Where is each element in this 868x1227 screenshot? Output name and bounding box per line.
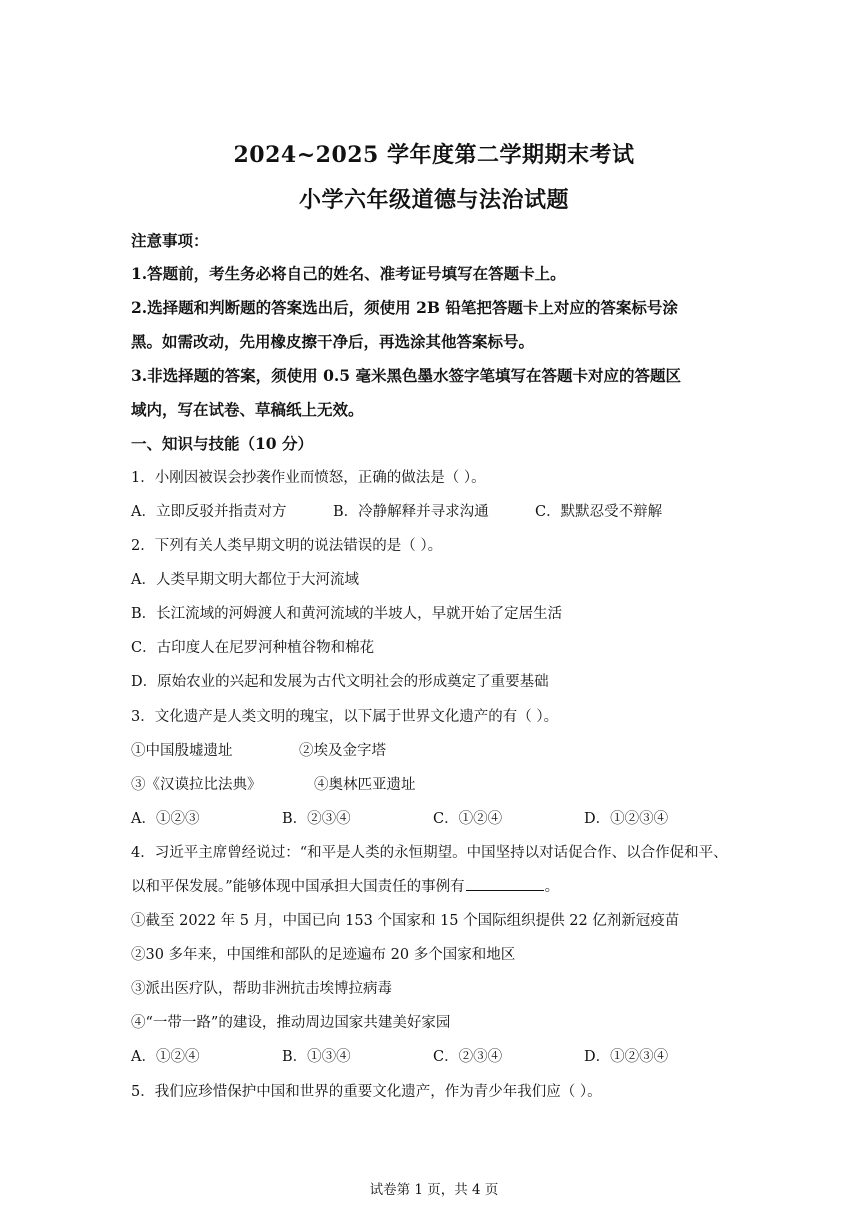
- q2-option-d: D．原始农业的兴起和发展为古代文明社会的形成奠定了重要基础: [131, 674, 549, 690]
- q3-item-3: ③《汉谟拉比法典》: [131, 777, 262, 793]
- q4-stem-line2: [131, 875, 559, 896]
- note-item-2a: 2.选择题和判断题的答案选出后，须使用 2B 铅笔把答题卡上对应的答案标号涂: [131, 298, 678, 317]
- q5-stem: 5．我们应珍惜保护中国和世界的重要文化遗产，作为青少年我们应（ ）。: [131, 1084, 602, 1100]
- note-item-3b: 域内，写在试卷、草稿纸上无效。: [131, 400, 364, 419]
- q1-option-a: A．立即反驳并指责对方: [131, 504, 287, 520]
- q2-option-c: C．古印度人在尼罗河种植谷物和棉花: [131, 640, 375, 656]
- notes-heading: 注意事项：: [131, 231, 209, 250]
- note-item-3a: 3.非选择题的答案，须使用 0.5 毫米黑色墨水签字笔填写在答题卡对应的答题区: [131, 366, 681, 385]
- note-item-2b: 黑。如需改动，先用橡皮擦干净后，再选涂其他答案标号。: [131, 332, 535, 351]
- q3-option-b: B．②③④: [282, 811, 351, 827]
- q4-stem-text: 以和平保发展。”能够体现中国承担大国责任的事例有: [131, 879, 465, 895]
- q1-option-c: C．默默忍受不辩解: [535, 504, 663, 520]
- q1-option-b: B．冷静解释并寻求沟通: [333, 504, 489, 520]
- q2-stem: 2．下列有关人类早期文明的说法错误的是（ ）。: [131, 538, 443, 554]
- q3-items-row1: [131, 739, 386, 760]
- q3-option-c: C．①②④: [433, 811, 503, 827]
- exam-subtitle: 小学六年级道德与法治试题: [298, 187, 569, 213]
- q4-item-1: ①截至 2022 年 5 月，中国已向 153 个国家和 15 个国际组织提供 22 亿剂新冠疫苗: [131, 913, 680, 929]
- exam-title: 2024~2025 学年度第二学期期末考试: [233, 142, 635, 168]
- q2-option-a: A．人类早期文明大都位于大河流域: [131, 572, 359, 588]
- note-item-1: 1.答题前，考生务必将自己的姓名、准考证号填写在答题卡上。: [131, 264, 566, 283]
- q3-options: [131, 807, 668, 828]
- q3-item-4: ④奥林匹亚遗址: [314, 777, 416, 793]
- q2-option-b: B．长江流域的河姆渡人和黄河流域的半坡人，早就开始了定居生活: [131, 606, 563, 622]
- section-heading: 一、知识与技能（10 分）: [131, 434, 313, 453]
- q3-option-a: A．①②③: [131, 811, 200, 827]
- q4-answer-blank: [466, 876, 544, 891]
- q4-stem-end: 。: [544, 879, 560, 895]
- q4-option-a: A．①②④: [131, 1049, 200, 1065]
- q3-items-row2: [131, 773, 416, 794]
- q3-item-2: ②埃及金字塔: [299, 743, 386, 759]
- q4-option-c: C．②③④: [433, 1049, 503, 1065]
- q1-options: [131, 500, 662, 521]
- q3-item-1: ①中国殷墟遗址: [131, 743, 233, 759]
- q3-option-d: D．①②③④: [584, 811, 669, 827]
- q4-stem-line1: 4．习近平主席曾经说过：“和平是人类的永恒期望。中国坚持以对话促合作、以合作促和平、: [131, 845, 728, 861]
- q1-stem: 1．小刚因被误会抄袭作业而愤怒，正确的做法是（ ）。: [131, 470, 486, 486]
- q4-item-4: ④“一带一路”的建设，推动周边国家共建美好家园: [131, 1015, 451, 1031]
- q4-option-d: D．①②③④: [584, 1049, 669, 1065]
- q4-item-2: ②30 多年来，中国维和部队的足迹遍布 20 多个国家和地区: [131, 947, 516, 963]
- q4-item-3: ③派出医疗队，帮助非洲抗击埃博拉病毒: [131, 981, 392, 997]
- page-footer: 试卷第 1 页，共 4 页: [369, 1182, 499, 1198]
- q4-option-b: B．①③④: [282, 1049, 351, 1065]
- q3-stem: 3．文化遗产是人类文明的瑰宝，以下属于世界文化遗产的有（ ）。: [131, 709, 559, 725]
- q4-options: [131, 1045, 668, 1066]
